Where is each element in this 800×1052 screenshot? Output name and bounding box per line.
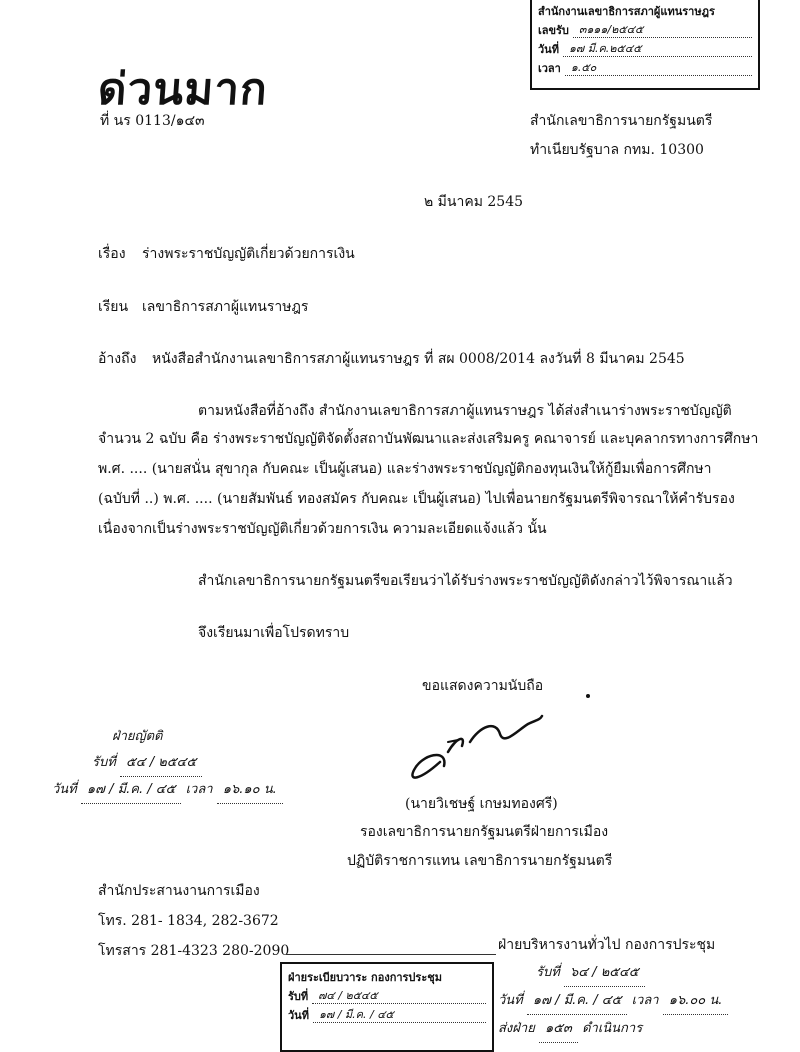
- office-fax: โทรสาร 281-4323 280-2090: [98, 943, 290, 959]
- urgency-heading: ด่วนมาก: [96, 64, 270, 115]
- general-note-send-value: ๑๕๓: [539, 1015, 578, 1043]
- stamp-time-value: ๑.๕๐: [565, 61, 752, 76]
- note-date-label: วันที่: [52, 782, 77, 797]
- recipient-label: เรียน: [98, 299, 129, 315]
- legal-affairs-note: [52, 724, 292, 804]
- body-line-3: พ.ศ. .... (นายสนั่น สุขากุล กับคณะ เป็นผู้เสนอ) และร่างพระราชบัญญัติกองทุนเงินให้กู้ยืมเพื่อการศึกษา: [98, 461, 712, 477]
- stamp-receive-label: เลขรับ: [538, 24, 569, 37]
- stamp-receive-value: ๓๑๑๑/๒๕๔๕: [573, 23, 752, 38]
- sender-office: สำนักเลขาธิการนายกรัฐมนตรี: [530, 113, 713, 129]
- note-title: ฝ่ายญัตติ: [112, 729, 163, 744]
- body-line-2: จำนวน 2 ฉบับ คือ ร่างพระราชบัญญัติจัดตั้งสถาบันพัฒนาและส่งเสริมครู คณาจารย์ และบุคลากรทางการศึกษา: [98, 431, 759, 447]
- note-receive-label: รับที่: [92, 755, 116, 770]
- general-note-send-label: ส่งฝ่าย: [498, 1021, 535, 1036]
- divider-line: [286, 954, 496, 955]
- stamp-date-value: ๑๗ มี.ค.๒๕๔๕: [563, 42, 752, 57]
- closing-text: ขอแสดงความนับถือ: [422, 678, 544, 694]
- note-time-value: ๑๖.๑๐ น.: [217, 777, 283, 804]
- body-line-5: เนื่องจากเป็นร่างพระราชบัญญัติเกี่ยวด้วยการเงิน ความละเอียดแจ้งแล้ว นั้น: [98, 521, 547, 537]
- general-note-receive-value: ๖๔ / ๒๕๔๕: [564, 959, 645, 987]
- subject-text: ร่างพระราชบัญญัติเกี่ยวด้วยการเงิน: [142, 246, 355, 262]
- reference-text: หนังสือสำนักงานเลขาธิการสภาผู้แทนราษฎร ที่ สผ 0008/2014 ลงวันที่ 8 มีนาคม 2545: [152, 351, 685, 367]
- receipt-stamp-top: [530, 0, 760, 90]
- general-note-time-value: ๑๖.๐๐ น.: [663, 987, 729, 1015]
- general-note-action: ดำเนินการ: [582, 1021, 643, 1036]
- general-note-date-value: ๑๗ / มี.ค. / ๔๕: [527, 987, 628, 1015]
- stamp-time-label: เวลา: [538, 62, 561, 75]
- signer-position-2: ปฏิบัติราชการแทน เลขาธิการนายกรัฐมนตรี: [347, 853, 613, 869]
- general-note-date-label: วันที่: [498, 993, 523, 1008]
- note-date-value: ๑๗ / มี.ค. / ๔๕: [81, 777, 182, 804]
- office-tel: โทร. 281- 1834, 282-3672: [98, 913, 279, 929]
- signer-position-1: รองเลขาธิการนายกรัฐมนตรีฝ่ายการเมือง: [360, 824, 609, 840]
- bottom-stamp-receive-label: รับที่: [288, 990, 309, 1003]
- office-name: สำนักประสานงานการเมือง: [98, 883, 260, 899]
- note-receive-value: ๕๔ / ๒๕๔๕: [120, 750, 202, 777]
- subject-label: เรื่อง: [98, 246, 126, 262]
- reference-label: อ้างถึง: [98, 351, 137, 367]
- stamp-date-label: วันที่: [538, 43, 559, 56]
- general-note-time-label: เวลา: [631, 993, 659, 1008]
- general-note-title: ฝ่ายบริหารงานทั่วไป กองการประชุม: [498, 937, 716, 953]
- note-time-label: เวลา: [185, 782, 213, 797]
- bottom-stamp-date-label: วันที่: [288, 1009, 309, 1022]
- bottom-stamp-receive-value: ๗๔ / ๒๕๔๕: [312, 989, 486, 1004]
- document-date: ๒ มีนาคม 2545: [424, 194, 524, 210]
- stamp-title: สำนักงานเลขาธิการสภาผู้แทนราษฎร: [538, 5, 715, 18]
- recipient-text: เลขาธิการสภาผู้แทนราษฎร: [142, 299, 309, 315]
- signer-name: (นายวิเชษฐ์ เกษมทองศรี): [405, 796, 558, 812]
- bottom-stamp-date-value: ๑๗ / มี.ค. / ๔๕: [313, 1008, 486, 1023]
- general-note-receive-label: รับที่: [536, 965, 560, 980]
- body-paragraph-3: จึงเรียนมาเพื่อโปรดทราบ: [198, 625, 350, 641]
- reference-number: ที่ นร 0113/๑๔๓: [100, 113, 205, 129]
- body-line-4: (ฉบับที่ ..) พ.ศ. .... (นายสัมพันธ์ ทองสมัคร กับคณะ เป็นผู้เสนอ) ไปเพื่อนายกรัฐมนตรีพิจารณาให้คำรับรอง: [98, 491, 735, 507]
- bottom-stamp-title: ฝ่ายระเบียบวาระ กองการประชุม: [288, 971, 442, 984]
- body-paragraph-2: สำนักเลขาธิการนายกรัฐมนตรีขอเรียนว่าได้รับร่างพระราชบัญญัติดังกล่าวไว้พิจารณาแล้ว: [198, 573, 733, 589]
- sender-address: ทำเนียบรัฐบาล กทม. 10300: [530, 142, 704, 158]
- general-admin-note: [498, 932, 798, 1043]
- signature-image: [400, 690, 600, 790]
- body-line-1: ตามหนังสือที่อ้างถึง สำนักงานเลขาธิการสภาผู้แทนราษฎร ได้ส่งสำเนาร่างพระราชบัญญัติ: [198, 403, 732, 419]
- receipt-stamp-bottom: [280, 962, 494, 1052]
